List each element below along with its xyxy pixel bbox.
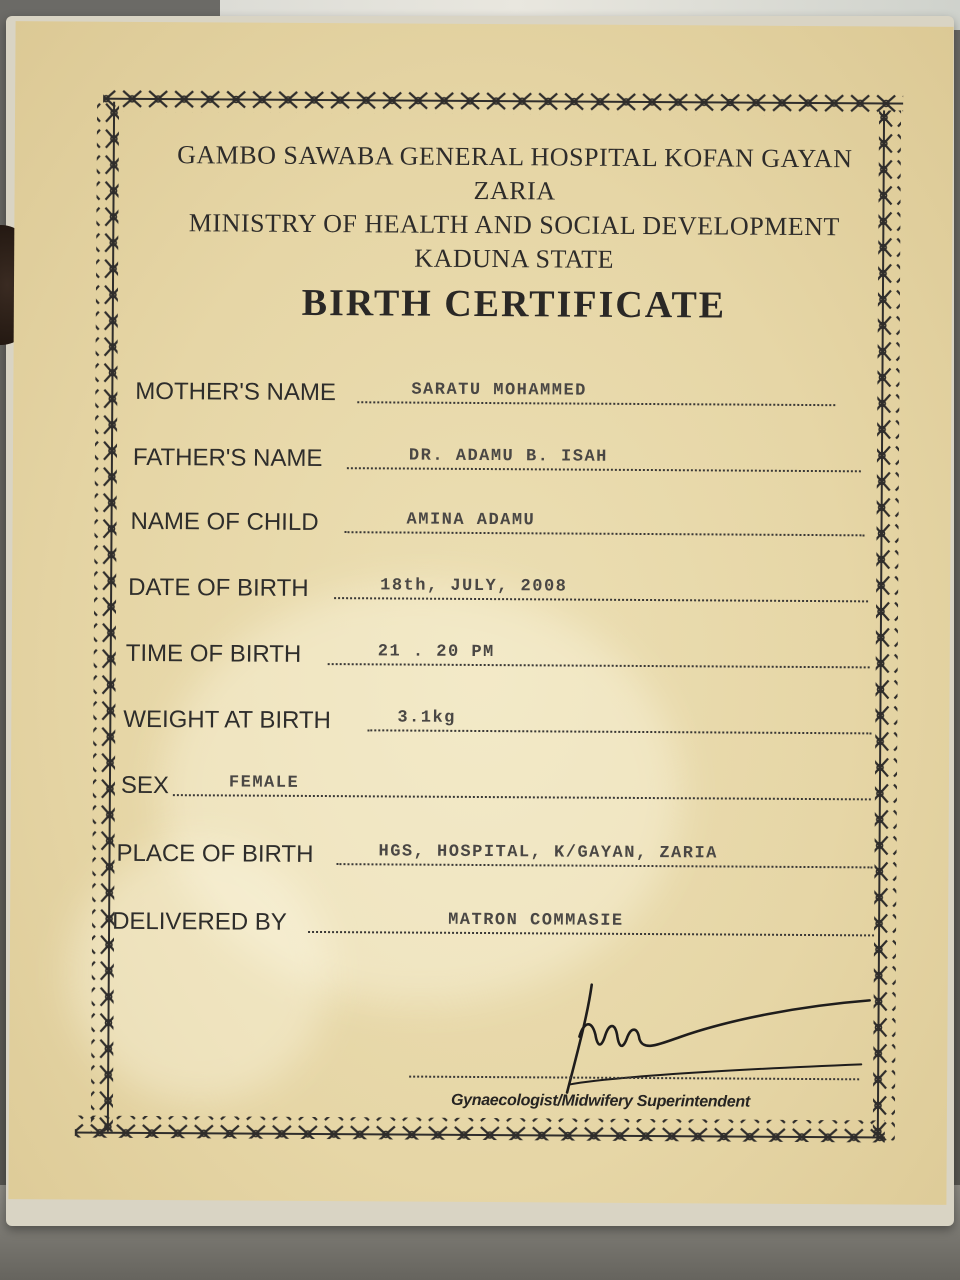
hospital-name: GAMBO SAWABA GENERAL HOSPITAL KOFAN GAYAN bbox=[177, 140, 853, 174]
field-label: DELIVERED BY bbox=[112, 907, 287, 936]
birth-certificate bbox=[8, 21, 953, 1205]
field-time-of-birth bbox=[126, 632, 870, 677]
field-value: AMINA ADAMU bbox=[406, 510, 536, 531]
field-value: MATRON COMMASIE bbox=[448, 910, 624, 931]
certificate-title: BIRTH CERTIFICATE bbox=[301, 281, 727, 327]
state-name: KADUNA STATE bbox=[414, 243, 615, 274]
field-value: 21 . 20 PM bbox=[377, 642, 495, 663]
field-father-name bbox=[133, 436, 861, 480]
signature-mark bbox=[539, 974, 880, 1106]
field-value: DR. ADAMU B. ISAH bbox=[408, 446, 608, 467]
field-value: HGS, HOSPITAL, K/GAYAN, ZARIA bbox=[378, 842, 718, 864]
field-value: FEMALE bbox=[228, 773, 300, 793]
field-weight-at-birth bbox=[123, 698, 871, 743]
field-label: PLACE OF BIRTH bbox=[116, 839, 314, 868]
field-value: SARATU MOHAMMED bbox=[411, 380, 587, 401]
hospital-city: ZARIA bbox=[473, 175, 556, 206]
field-value: 3.1kg bbox=[397, 708, 456, 728]
field-child-name bbox=[130, 500, 864, 544]
field-sex bbox=[121, 764, 871, 809]
field-mother-name bbox=[135, 370, 835, 414]
field-label: FATHER'S NAME bbox=[132, 443, 323, 473]
field-value: 18th, JULY, 2008 bbox=[380, 576, 568, 597]
field-label: TIME OF BIRTH bbox=[125, 639, 302, 668]
field-label: SEX bbox=[120, 771, 170, 800]
field-delivered-by bbox=[112, 900, 874, 945]
field-place-of-birth bbox=[116, 832, 872, 877]
field-date-of-birth bbox=[128, 566, 868, 611]
field-label: WEIGHT AT BIRTH bbox=[123, 705, 332, 735]
signature-caption: Gynaecologist/Midwifery Superintendent bbox=[450, 1091, 750, 1111]
ministry-name: MINISTRY OF HEALTH AND SOCIAL DEVELOPMENT bbox=[188, 208, 840, 242]
field-label: MOTHER'S NAME bbox=[135, 377, 337, 407]
field-label: DATE OF BIRTH bbox=[128, 573, 309, 602]
field-label: NAME OF CHILD bbox=[130, 507, 319, 537]
